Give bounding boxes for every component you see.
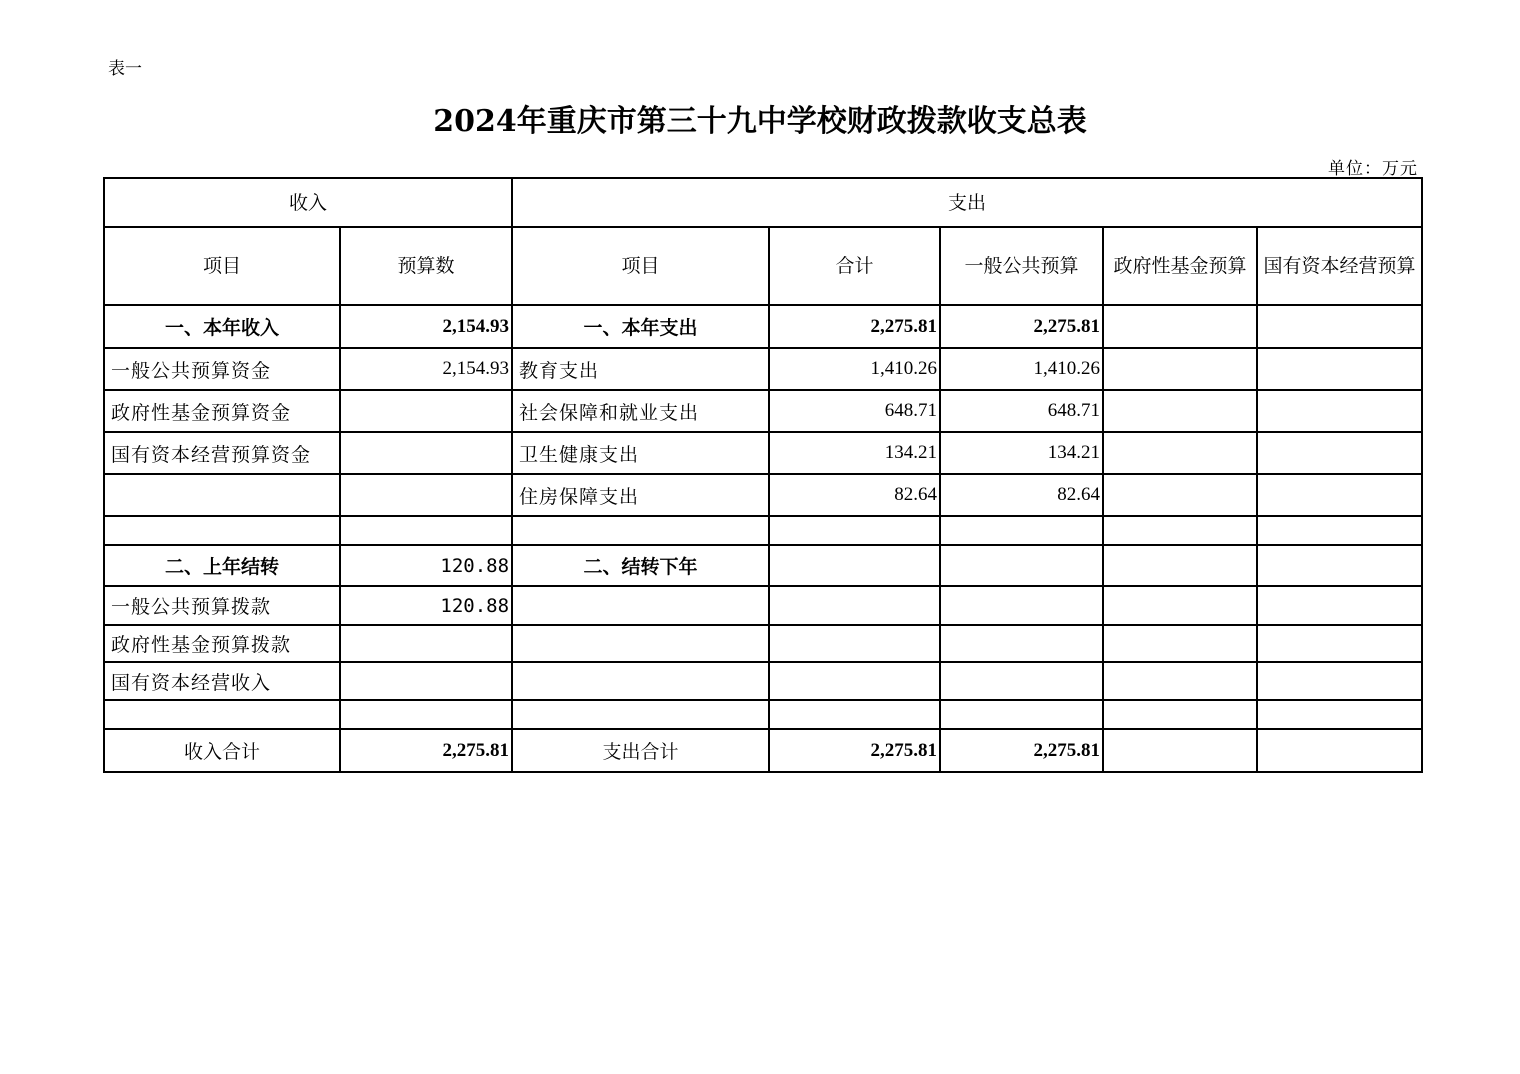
income-item-cell: 一般公共预算资金	[104, 348, 340, 390]
state-cell	[1257, 545, 1422, 586]
header-row-top	[104, 178, 1422, 227]
col-header-item: 项目	[104, 227, 340, 305]
general-cell	[940, 545, 1103, 586]
gov-fund-cell	[1103, 662, 1257, 700]
total-cell: 2,275.81	[769, 729, 940, 772]
gov-fund-cell	[1103, 625, 1257, 662]
income-value-cell	[340, 432, 512, 474]
header-row-columns	[104, 227, 1422, 305]
income-value-cell	[340, 474, 512, 516]
total-cell	[769, 586, 940, 625]
general-cell	[940, 662, 1103, 700]
state-cell	[1257, 586, 1422, 625]
income-item-cell	[104, 516, 340, 545]
col-header-exp-item: 项目	[512, 227, 769, 305]
expense-total-label: 支出合计	[512, 729, 769, 772]
gov-fund-cell	[1103, 432, 1257, 474]
table-row	[104, 348, 1422, 390]
table-row	[104, 305, 1422, 348]
expense-item-cell: 住房保障支出	[512, 474, 769, 516]
unit-label: 单位：万元	[1328, 159, 1418, 179]
income-value-cell	[340, 516, 512, 545]
expense-item-cell	[512, 516, 769, 545]
page-title: 2024年重庆市第三十九中学校财政拨款收支总表	[433, 104, 1087, 139]
table-row-totals	[104, 729, 1422, 772]
expense-item-cell: 社会保障和就业支出	[512, 390, 769, 432]
income-item-cell: 政府性基金预算拨款	[104, 625, 340, 662]
expense-item-cell	[512, 586, 769, 625]
expense-header: 支出	[512, 178, 1422, 227]
income-item-cell: 一、本年收入	[104, 305, 340, 348]
total-cell: 82.64	[769, 474, 940, 516]
state-cell	[1257, 662, 1422, 700]
state-cell	[1257, 729, 1422, 772]
income-total-value: 2,275.81	[340, 729, 512, 772]
gov-fund-cell	[1103, 305, 1257, 348]
state-cell	[1257, 432, 1422, 474]
col-header-general: 一般公共预算	[940, 227, 1103, 305]
table-row	[104, 625, 1422, 662]
general-cell	[940, 625, 1103, 662]
income-value-cell: 120.88	[340, 545, 512, 586]
state-cell	[1257, 348, 1422, 390]
state-cell	[1257, 474, 1422, 516]
table-row	[104, 662, 1422, 700]
income-value-cell: 2,154.93	[340, 305, 512, 348]
expense-item-cell: 一、本年支出	[512, 305, 769, 348]
income-header: 收入	[104, 178, 512, 227]
table-tag: 表一	[108, 59, 142, 79]
total-cell: 134.21	[769, 432, 940, 474]
total-cell: 648.71	[769, 390, 940, 432]
general-cell	[940, 516, 1103, 545]
budget-table	[103, 177, 1423, 773]
general-cell: 2,275.81	[940, 729, 1103, 772]
total-cell	[769, 625, 940, 662]
state-cell	[1257, 700, 1422, 729]
state-cell	[1257, 305, 1422, 348]
income-value-cell	[340, 390, 512, 432]
general-cell: 82.64	[940, 474, 1103, 516]
col-header-state: 国有资本经营预算	[1257, 227, 1422, 305]
gov-fund-cell	[1103, 729, 1257, 772]
gov-fund-cell	[1103, 586, 1257, 625]
income-total-label: 收入合计	[104, 729, 340, 772]
general-cell: 134.21	[940, 432, 1103, 474]
state-cell	[1257, 390, 1422, 432]
general-cell: 1,410.26	[940, 348, 1103, 390]
gov-fund-cell	[1103, 474, 1257, 516]
total-cell: 2,275.81	[769, 305, 940, 348]
expense-item-cell: 卫生健康支出	[512, 432, 769, 474]
table-row	[104, 432, 1422, 474]
general-cell: 648.71	[940, 390, 1103, 432]
general-cell	[940, 586, 1103, 625]
gov-fund-cell	[1103, 348, 1257, 390]
income-value-cell	[340, 700, 512, 729]
income-value-cell: 2,154.93	[340, 348, 512, 390]
state-cell	[1257, 625, 1422, 662]
general-cell: 2,275.81	[940, 305, 1103, 348]
income-item-cell: 二、上年结转	[104, 545, 340, 586]
col-header-total: 合计	[769, 227, 940, 305]
total-cell	[769, 516, 940, 545]
total-cell	[769, 700, 940, 729]
income-item-cell: 国有资本经营收入	[104, 662, 340, 700]
gov-fund-cell	[1103, 516, 1257, 545]
expense-item-cell: 二、结转下年	[512, 545, 769, 586]
income-item-cell: 政府性基金预算资金	[104, 390, 340, 432]
gov-fund-cell	[1103, 700, 1257, 729]
income-value-cell	[340, 625, 512, 662]
table-row	[104, 516, 1422, 545]
income-value-cell	[340, 662, 512, 700]
income-item-cell	[104, 700, 340, 729]
state-cell	[1257, 516, 1422, 545]
table-row	[104, 474, 1422, 516]
table-row	[104, 586, 1422, 625]
table-row	[104, 700, 1422, 729]
total-cell: 1,410.26	[769, 348, 940, 390]
income-item-cell	[104, 474, 340, 516]
income-value-cell: 120.88	[340, 586, 512, 625]
total-cell	[769, 662, 940, 700]
income-item-cell: 国有资本经营预算资金	[104, 432, 340, 474]
gov-fund-cell	[1103, 390, 1257, 432]
expense-item-cell	[512, 625, 769, 662]
expense-item-cell	[512, 700, 769, 729]
expense-item-cell: 教育支出	[512, 348, 769, 390]
table-row	[104, 545, 1422, 586]
col-header-budget: 预算数	[340, 227, 512, 305]
col-header-gov-fund: 政府性基金预算	[1103, 227, 1257, 305]
gov-fund-cell	[1103, 545, 1257, 586]
table-row	[104, 390, 1422, 432]
general-cell	[940, 700, 1103, 729]
income-item-cell: 一般公共预算拨款	[104, 586, 340, 625]
expense-item-cell	[512, 662, 769, 700]
total-cell	[769, 545, 940, 586]
